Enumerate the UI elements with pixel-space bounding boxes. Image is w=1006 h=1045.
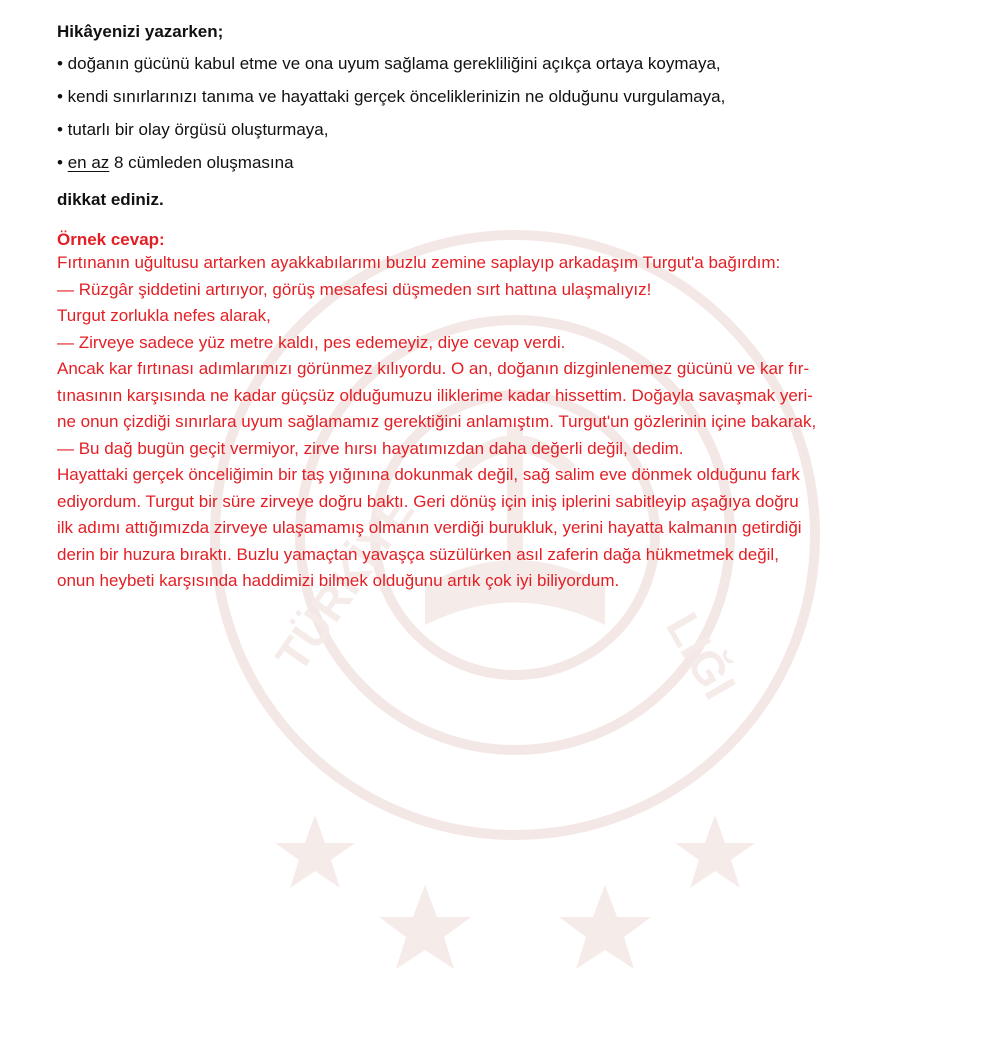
answer-line: Ancak kar fırtınası adımlarımızı görünmez kılıyordu. O an, doğanın dizginlenemez gücünü ve kar fır- [57, 359, 810, 378]
bullet-prefix: • [57, 153, 68, 172]
answer-line: derin bir huzura bıraktı. Buzlu yamaçtan yavaşça süzülürken asıl zaferin dağa hükmetmek değil, [57, 544, 779, 564]
answer-line: Hayattaki gerçek önceliğimin bir taş yığınına dokunmak değil, sağ salim eve dönmek olduğunu fark [57, 465, 800, 484]
answer-line: — Zirveye sadece yüz metre kaldı, pes edemeyiz, diye cevap verdi. [57, 332, 566, 352]
answer-line: ediyordum. Turgut bir süre zirveye doğru baktı. Geri dönüş için iniş iplerini sabitleyip aşağıya doğru [57, 491, 799, 511]
answer-line: tınasının karşısında ne kadar güçsüz olduğumuzu iliklerime kadar hissettim. Doğayla savaşmak yeri- [57, 385, 813, 405]
instruction-rest: 8 cümleden oluşmasına [109, 153, 294, 172]
answer-line: ne onun çizdiği sınırlara uyum sağlamamız gerektiğini anlamıştım. Turgut'un gözlerinin içine bakarak, [57, 412, 817, 431]
page-content [57, 22, 992, 595]
answer-line: Turgut zorlukla nefes alarak, [57, 306, 271, 325]
answer-line: — Rüzgâr şiddetini artırıyor, görüş mesafesi düşmeden sırt hattına ulaşmalıyız! [57, 279, 652, 299]
instruction-item [57, 153, 992, 173]
answer-line: — Bu dağ bugün geçit vermiyor, zirve hırsı hayatımızdan daha değerli değil, dedim. [57, 438, 684, 458]
sample-answer-title: Örnek cevap: [57, 230, 165, 249]
instructions-closing: dikkat ediniz. [57, 190, 164, 209]
instruction-item: • tutarlı bir olay örgüsü oluşturmaya, [57, 120, 329, 139]
answer-line: onun heybeti karşısında haddimizi bilmek olduğunu artık çok iyi biliyordum. [57, 571, 620, 590]
sample-answer-text [57, 250, 992, 595]
underlined-phrase: en az [67, 153, 110, 172]
instructions-heading: Hikâyenizi yazarken; [57, 22, 224, 41]
instructions-list [57, 54, 992, 173]
answer-line: ilk adımı attığımızda zirveye ulaşamamış olmanın verdiği burukluk, yerini hayatta kalmanın getirdiği [57, 518, 802, 537]
svg-text:LIĞI: LIĞI [656, 604, 747, 708]
instruction-item: • doğanın gücünü kabul etme ve ona uyum sağlama gerekliliğini açıkça ortaya koymaya, [57, 54, 721, 73]
svg-text:TÜRKİYE: TÜRKİYE [265, 485, 425, 681]
instruction-item: • kendi sınırlarınızı tanıma ve hayattaki gerçek önceliklerinizin ne olduğunu vurgulamaya, [57, 87, 726, 106]
answer-line: Fırtınanın uğultusu artarken ayakkabılarımı buzlu zemine saplayıp arkadaşım Turgut'a bağırdım: [57, 253, 781, 272]
